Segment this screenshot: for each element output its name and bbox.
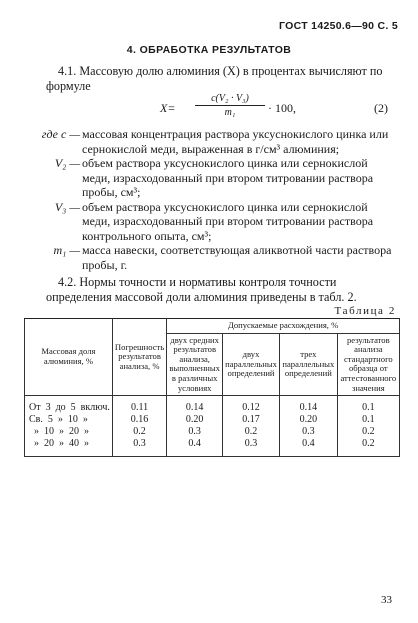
cell-three-parallel: 0.14 [279, 396, 337, 415]
formula-number: (2) [374, 101, 388, 115]
table-row [25, 438, 400, 457]
cell-standard-sample: 0.1 [337, 396, 399, 415]
header-two-results: двух средних результатов анализа, выполненных в различных условиях [167, 333, 223, 396]
cell-two-parallel: 0.3 [223, 438, 280, 457]
definition-symbol: V₃ — [54, 199, 80, 214]
cell-two-parallel: 0.12 [223, 396, 280, 415]
cell-standard-sample: 0.2 [337, 426, 399, 438]
definition-symbol: m₁ — [53, 243, 80, 257]
formula-fraction [195, 93, 265, 118]
header-standard-sample: результатов анализа стандартного образца от аттестованного значения [337, 333, 399, 396]
cell-range: » 10 » 20 » [25, 426, 113, 438]
table-row [25, 396, 400, 415]
accuracy-table [24, 318, 400, 457]
definition-text: масса навески, соответствующая аликвотной части раствора пробы, г. [82, 243, 392, 272]
cell-three-parallel: 0.20 [279, 414, 337, 426]
definition-symbol: где c — [41, 127, 80, 141]
formula-multiplier: · 100, [268, 101, 296, 115]
definition-item [46, 156, 396, 200]
cell-two-results: 0.20 [167, 414, 223, 426]
cell-range: » 20 » 40 » [25, 438, 113, 457]
definition-symbol: V₂ — [54, 156, 80, 170]
paragraph-4-1: 4.1. Массовую долю алюминия (X) в процентах вычисляют по формуле [46, 64, 383, 93]
definition-text: объем раствора уксуснокислого цинка или сернокислой меди, израсходованный при втором титровании раствора контрольного опыта, см³; [82, 199, 374, 243]
cell-three-parallel: 0.3 [279, 426, 337, 438]
cell-standard-sample: 0.1 [337, 414, 399, 426]
definition-text: массовая концентрация раствора уксуснокислого цинка или сернокислой меди, выраженная в г/см³ алюминия; [82, 127, 389, 156]
cell-two-parallel: 0.17 [223, 414, 280, 426]
table-caption: Таблица 2 [334, 305, 396, 317]
standard-header: ГОСТ 14250.6—90 С. 5 [279, 20, 398, 32]
header-two-parallel: двух параллельных определений [223, 333, 280, 396]
cell-two-results: 0.4 [167, 438, 223, 457]
cell-range: Св. 5 » 10 » [25, 414, 113, 426]
formula-2 [0, 93, 418, 123]
cell-range: От 3 до 5 включ. [25, 396, 113, 415]
cell-error: 0.16 [112, 414, 166, 426]
cell-error: 0.3 [112, 438, 166, 457]
cell-three-parallel: 0.4 [279, 438, 337, 457]
definition-item [46, 200, 396, 244]
formula-numerator: c(V₂ · V₃) [195, 93, 265, 106]
table-row [25, 426, 400, 438]
paragraph-4-2: 4.2. Нормы точности и нормативы контроля точности определения массовой доли алюминия приведены в табл. 2. [46, 275, 357, 304]
header-allowed-discrepancies: Допускаемые расхождения, % [167, 319, 400, 334]
page-number: 33 [381, 594, 392, 606]
header-mass-fraction: Массовая доля алюминия, % [25, 319, 113, 396]
cell-two-results: 0.14 [167, 396, 223, 415]
header-three-parallel: трех параллельных определений [279, 333, 337, 396]
formula-denominator: m₁ [224, 107, 236, 118]
definition-item [46, 243, 396, 272]
cell-standard-sample: 0.2 [337, 438, 399, 457]
cell-two-parallel: 0.2 [223, 426, 280, 438]
cell-error: 0.2 [112, 426, 166, 438]
table-row [25, 414, 400, 426]
section-title: 4. ОБРАБОТКА РЕЗУЛЬТАТОВ [126, 44, 292, 56]
header-error: Погрешность результатов анализа, % [112, 319, 166, 396]
definition-item [41, 127, 396, 156]
cell-error: 0.11 [112, 396, 166, 415]
formula-lhs: X= [160, 101, 176, 115]
definition-text: объем раствора уксуснокислого цинка или сернокислой меди, израсходованный при втором титровании раствора пробы, см³; [82, 156, 374, 199]
definitions-list [41, 127, 396, 272]
cell-two-results: 0.3 [167, 426, 223, 438]
